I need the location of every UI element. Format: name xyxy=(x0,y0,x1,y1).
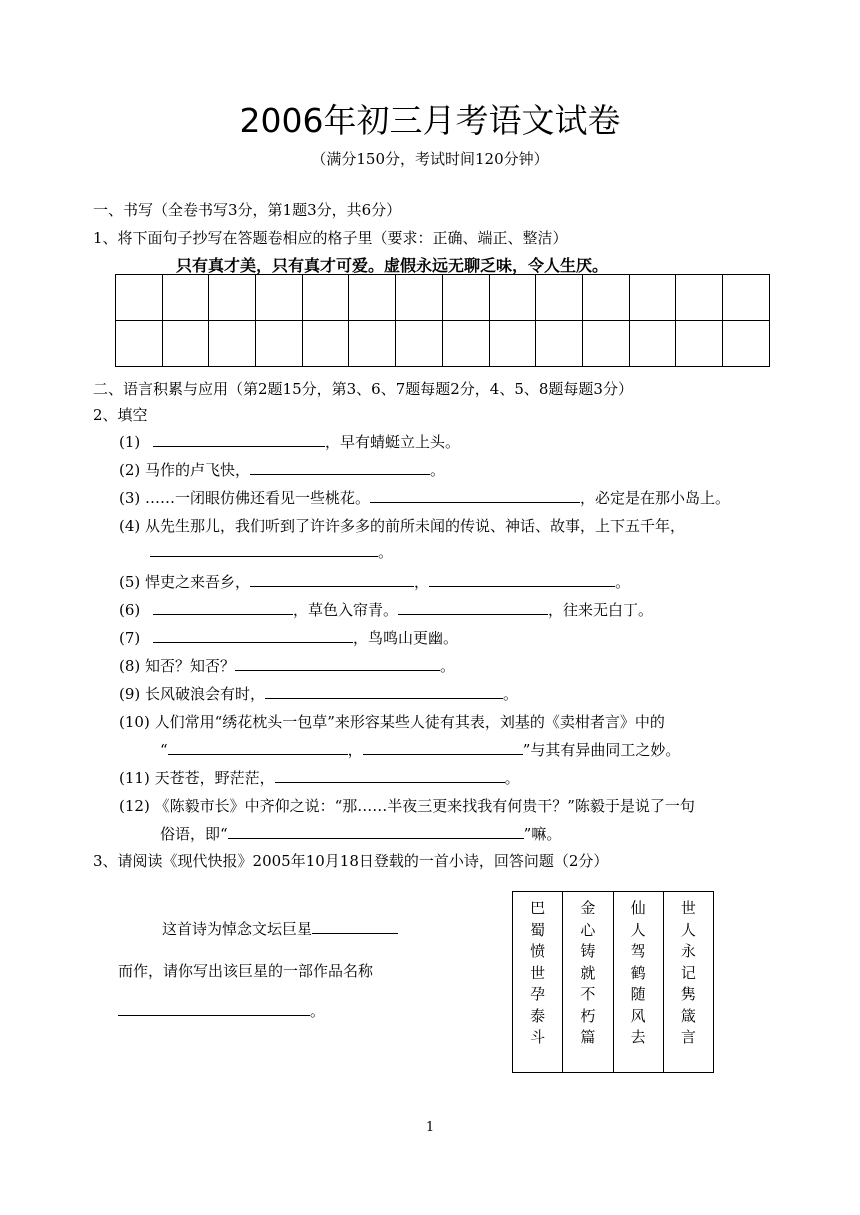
writing-grid[interactable] xyxy=(115,274,770,367)
fill-item-5: (5) 悍吏之来吾乡， ， 。 xyxy=(119,573,631,591)
grid-cell[interactable] xyxy=(209,275,256,321)
poem-char: 永 xyxy=(680,942,696,960)
poem-char: 世 xyxy=(680,899,696,917)
poem-char: 随 xyxy=(630,985,646,1003)
page-subtitle: （满分150分，考试时间120分钟） xyxy=(311,150,549,168)
answer-blank[interactable] xyxy=(228,825,524,839)
answer-blank[interactable] xyxy=(118,1002,310,1016)
answer-blank[interactable] xyxy=(398,601,548,615)
poem-char: 不 xyxy=(580,985,596,1003)
poem-char: 驾 xyxy=(630,942,646,960)
grid-row xyxy=(116,275,770,321)
grid-cell[interactable] xyxy=(536,275,583,321)
copy-sentence: 只有真才美，只有真才可爱。虚假永远无聊乏味，令人生厌。 xyxy=(176,256,609,275)
poem-char: 隽 xyxy=(680,985,696,1003)
poem-char: 世 xyxy=(530,963,546,982)
grid-cell[interactable] xyxy=(582,275,629,321)
poem-box xyxy=(512,891,714,1073)
poem-column xyxy=(563,892,613,1072)
grid-cell[interactable] xyxy=(349,275,396,321)
answer-blank[interactable] xyxy=(250,573,414,587)
answer-blank[interactable] xyxy=(363,741,523,755)
fill-item-8: (8) 知否？知否？ 。 xyxy=(119,657,456,675)
poem-char: 巴 xyxy=(530,899,546,917)
page-number: 1 xyxy=(425,1120,435,1135)
fill-item-2: (2) 马作的卢飞快， 。 xyxy=(119,461,446,479)
item-number: (2) xyxy=(119,461,141,479)
poem-char: 记 xyxy=(680,963,696,982)
grid-cell[interactable] xyxy=(629,275,676,321)
poem-char: 朽 xyxy=(580,1006,596,1025)
answer-blank[interactable] xyxy=(250,461,430,475)
item-number: (9) xyxy=(119,685,141,703)
answer-blank[interactable] xyxy=(265,685,503,699)
grid-cell[interactable] xyxy=(629,321,676,367)
answer-blank[interactable] xyxy=(153,601,293,615)
item-number: (4) xyxy=(119,517,141,535)
poem-char: 去 xyxy=(630,1028,646,1046)
poem-char: 蜀 xyxy=(530,920,546,939)
answer-blank[interactable] xyxy=(312,920,398,934)
grid-cell[interactable] xyxy=(722,275,769,321)
question3-text: 3、请阅读《现代快报》2005年10月18日登载的一首小诗，回答问题（2分） xyxy=(93,852,609,870)
fill-item-3: (3) ……一闭眼仿佛还看见一些桃花。 ，必定是在那小岛上。 xyxy=(119,489,731,507)
grid-cell[interactable] xyxy=(396,321,443,367)
grid-cell[interactable] xyxy=(442,275,489,321)
poem-column xyxy=(513,892,563,1072)
grid-cell[interactable] xyxy=(302,275,349,321)
answer-blank[interactable] xyxy=(275,769,505,783)
section2-heading: 二、语言积累与应用（第2题15分，第3、6、7题每题2分，4、5、8题每题3分） xyxy=(93,380,633,398)
fill-item-10: (10) 人们常用“绣花枕头一包草”来形容某些人徒有其表，刘基的《卖柑者言》中的 xyxy=(119,713,665,731)
poem-char: 人 xyxy=(680,920,696,939)
fill-item-12-cont: 俗语，即“ ”嘛。 xyxy=(160,825,562,843)
answer-blank[interactable] xyxy=(370,489,580,503)
fill-item-7: (7) ，鸟鸣山更幽。 xyxy=(119,629,459,647)
grid-cell[interactable] xyxy=(302,321,349,367)
poem-char: 心 xyxy=(580,920,596,939)
grid-cell[interactable] xyxy=(396,275,443,321)
question1-text: 1、将下面句子抄写在答题卷相应的格子里（要求：正确、端正、整洁） xyxy=(93,229,568,247)
poem-char: 人 xyxy=(630,920,646,939)
grid-cell[interactable] xyxy=(349,321,396,367)
item-number: (11) xyxy=(119,769,150,787)
grid-cell[interactable] xyxy=(722,321,769,367)
answer-blank[interactable] xyxy=(429,573,615,587)
grid-cell[interactable] xyxy=(676,321,723,367)
item-number: (8) xyxy=(119,657,141,675)
fill-item-6: (6) ，草色入帘青。 ，往来无白丁。 xyxy=(119,601,654,619)
fill-item-9: (9) 长风破浪会有时， 。 xyxy=(119,685,519,703)
question2-text: 2、填空 xyxy=(93,406,148,424)
question3-line3: 。 xyxy=(118,1000,325,1021)
item-number: (7) xyxy=(119,629,141,647)
grid-cell[interactable] xyxy=(489,321,536,367)
answer-blank[interactable] xyxy=(153,433,325,447)
grid-cell[interactable] xyxy=(162,275,209,321)
grid-cell[interactable] xyxy=(116,275,163,321)
item-number: (10) xyxy=(119,713,150,731)
answer-blank[interactable] xyxy=(153,629,353,643)
grid-cell[interactable] xyxy=(489,275,536,321)
grid-row xyxy=(116,321,770,367)
question3-line2: 而作，请你写出该巨星的一部作品名称 xyxy=(118,962,374,980)
page-title: 2006年初三月考语文试卷 xyxy=(239,101,621,140)
grid-cell[interactable] xyxy=(116,321,163,367)
item-number: (3) xyxy=(119,489,141,507)
poem-column xyxy=(664,892,713,1072)
grid-cell[interactable] xyxy=(162,321,209,367)
poem-char: 泰 xyxy=(530,1006,546,1025)
item-number: (5) xyxy=(119,573,141,591)
poem-char: 铸 xyxy=(580,942,596,960)
section1-heading: 一、书写（全卷书写3分，第1题3分，共6分） xyxy=(93,201,402,219)
poem-column xyxy=(614,892,664,1072)
grid-cell[interactable] xyxy=(256,275,303,321)
answer-blank[interactable] xyxy=(150,543,378,557)
grid-cell[interactable] xyxy=(536,321,583,367)
poem-char: 箴 xyxy=(680,1006,696,1025)
item-number: (6) xyxy=(119,601,141,619)
poem-char: 篇 xyxy=(580,1028,596,1046)
grid-cell[interactable] xyxy=(676,275,723,321)
poem-char: 就 xyxy=(580,963,596,982)
item-number: (1) xyxy=(119,433,141,451)
fill-item-4: (4) 从先生那儿，我们听到了许许多多的前所未闻的传说、神话、故事，上下五千年， xyxy=(119,517,686,535)
answer-blank[interactable] xyxy=(235,657,440,671)
poem-char: 言 xyxy=(680,1028,696,1046)
grid-cell[interactable] xyxy=(256,321,303,367)
poem-char: 仙 xyxy=(630,899,646,917)
fill-item-1: (1) ，早有蜻蜓立上头。 xyxy=(119,433,461,451)
item-number: (12) xyxy=(119,797,150,815)
poem-char: 愤 xyxy=(530,942,546,960)
question3-line1: 这首诗为悼念文坛巨星 xyxy=(162,918,398,939)
grid-cell[interactable] xyxy=(582,321,629,367)
fill-item-12: (12) 《陈毅市长》中齐仰之说：“那……半夜三更来找我有何贵干？”陈毅于是说了一句 xyxy=(119,797,695,815)
grid-cell[interactable] xyxy=(442,321,489,367)
poem-char: 金 xyxy=(580,899,596,917)
fill-item-4-cont: 。 xyxy=(150,541,393,562)
answer-blank[interactable] xyxy=(168,741,348,755)
poem-char: 鹤 xyxy=(630,963,646,982)
fill-item-11: (11) 天苍苍，野茫茫， 。 xyxy=(119,769,520,787)
grid-cell[interactable] xyxy=(209,321,256,367)
fill-item-10-cont: “ ， ”与其有异曲同工之妙。 xyxy=(160,741,681,759)
poem-char: 孕 xyxy=(530,985,546,1003)
poem-char: 风 xyxy=(630,1006,646,1025)
poem-char: 斗 xyxy=(530,1028,546,1046)
